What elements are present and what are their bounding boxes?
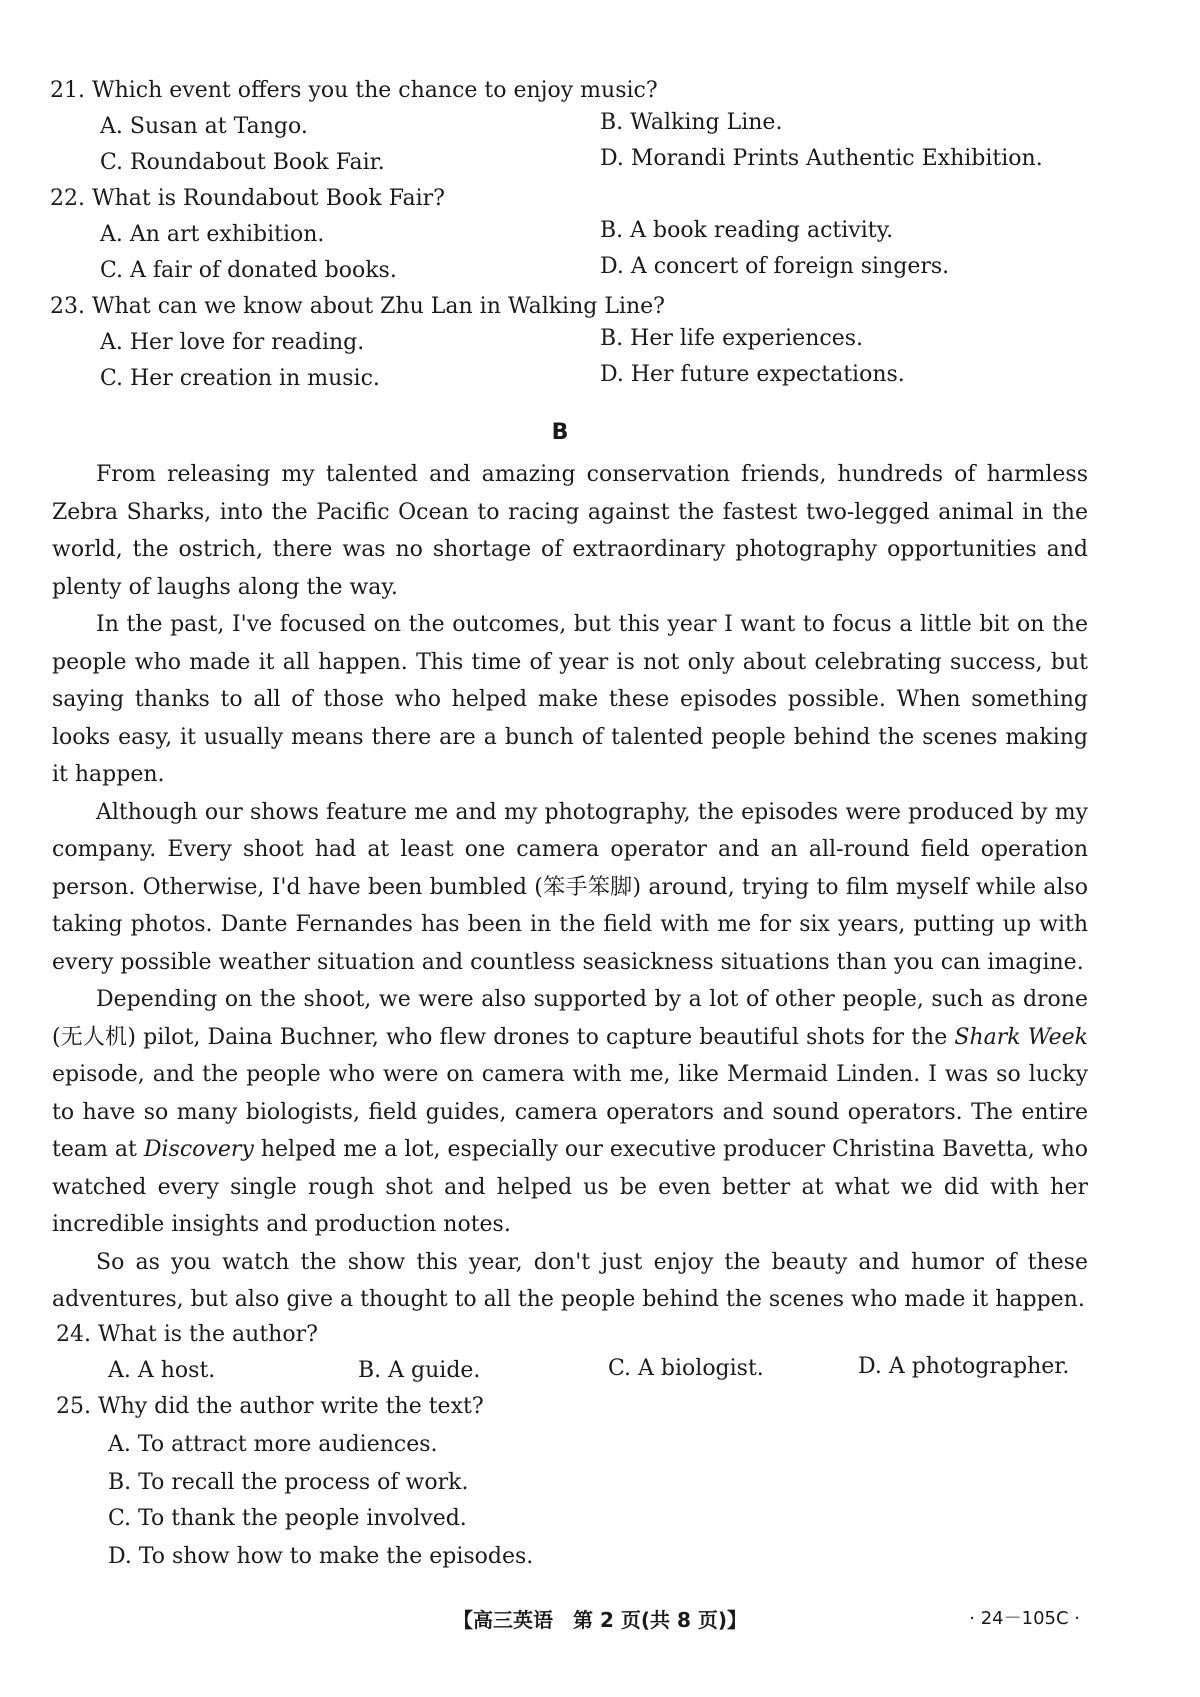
passage-paragraph-2: In the past, I've focused on the outcomes, but this year I want to focus a little bit on the people who made it all happen. This time of year is not only about celebrating success, but saying thanks to all of those who helped make these episodes possible. When something looks easy, it usually means there are a bunch of talented people behind the scenes making it happen. bbox=[52, 612, 1088, 787]
question-24-option-b: B. A guide. bbox=[358, 1358, 481, 1383]
passage-paragraph-1: From releasing my talented and amazing conservation friends, hundreds of harmless Zebra Sharks, into the Pacific Ocean to racing against the fastest two-legged animal in the world, the ostrich, there was no shortage of extraordinary photography opportunities and plenty of laughs along the way. bbox=[52, 462, 1088, 600]
question-25-stem: 25. Why did the author write the text? bbox=[56, 1394, 484, 1419]
question-21-stem: 21. Which event offers you the chance to enjoy music? bbox=[50, 78, 658, 103]
question-23-option-d: D. Her future expectations. bbox=[600, 362, 905, 387]
question-23-stem: 23. What can we know about Zhu Lan in Walking Line? bbox=[50, 294, 665, 319]
question-24-option-c: C. A biologist. bbox=[608, 1356, 764, 1381]
passage-paragraph-4-part-c: helped me a lot, especially our executive producer Christina Bavetta, who watched every single rough shot and helped us be even better at what we did with her incredible insights and production notes. bbox=[52, 1137, 1089, 1237]
question-25-option-c: C. To thank the people involved. bbox=[108, 1506, 467, 1531]
discovery-title: Discovery bbox=[143, 1137, 254, 1162]
passage-paragraph-4-part-b: episode, and the people who were on camera with me, like Mermaid Linden. I was so lucky to have so many biologists, field guides, camera operators and sound operators. The entire team at bbox=[52, 1062, 1088, 1162]
question-25-option-b: B. To recall the process of work. bbox=[108, 1470, 469, 1495]
question-21-option-d: D. Morandi Prints Authentic Exhibition. bbox=[600, 146, 1043, 171]
page-footer-label: 【高三英语 第 2 页(共 8 页)】 bbox=[453, 1608, 747, 1632]
passage-paragraph-5: So as you watch the show this year, don't just enjoy the beauty and humor of these adventures, but also give a thought to all the people behind the scenes who made it happen. bbox=[52, 1249, 1088, 1312]
question-21-option-b: B. Walking Line. bbox=[600, 110, 783, 135]
question-25-option-d: D. To show how to make the episodes. bbox=[108, 1544, 534, 1569]
question-23-option-b: B. Her life experiences. bbox=[600, 326, 863, 351]
question-22-option-a: A. An art exhibition. bbox=[100, 222, 325, 247]
passage-paragraph-4 bbox=[52, 981, 1088, 1244]
question-24-option-d: D. A photographer. bbox=[858, 1354, 1070, 1379]
question-24-stem: 24. What is the author? bbox=[56, 1322, 318, 1347]
question-22-option-b: B. A book reading activity. bbox=[600, 218, 894, 243]
question-22-option-d: D. A concert of foreign singers. bbox=[600, 254, 950, 279]
paper-code: · 24－105C · bbox=[969, 1608, 1080, 1629]
passage-paragraph-3: Although our shows feature me and my photography, the episodes were produced by my company. Every shoot had at least one camera operator and an all-round field operation person. Otherwise, I'd have been bumbled (笨手笨脚) around, trying to film myself while also taking photos. Dante Fernandes has been in the field with me for six years, putting up with every possible weather situation and countless seasickness situations than you can imagine. bbox=[52, 799, 1088, 975]
shark-week-title: Shark Week bbox=[954, 1024, 1089, 1050]
question-22-option-c: C. A fair of donated books. bbox=[100, 258, 397, 283]
question-24-option-a: A. A host. bbox=[108, 1358, 216, 1383]
passage-paragraph-4-part-a: Depending on the shoot, we were also supported by a lot of other people, such as drone (无人机) pilot, Daina Buchner, who flew drones to capture beautiful shots for the bbox=[52, 987, 1088, 1050]
question-22-stem: 22. What is Roundabout Book Fair? bbox=[50, 186, 445, 211]
question-23-option-c: C. Her creation in music. bbox=[100, 366, 380, 391]
question-23-option-a: A. Her love for reading. bbox=[100, 330, 365, 355]
question-21-option-a: A. Susan at Tango. bbox=[100, 114, 308, 139]
section-title: B bbox=[551, 420, 569, 445]
question-21-option-c: C. Roundabout Book Fair. bbox=[100, 150, 385, 175]
question-25-option-a: A. To attract more audiences. bbox=[108, 1432, 438, 1457]
passage bbox=[52, 456, 1088, 1319]
